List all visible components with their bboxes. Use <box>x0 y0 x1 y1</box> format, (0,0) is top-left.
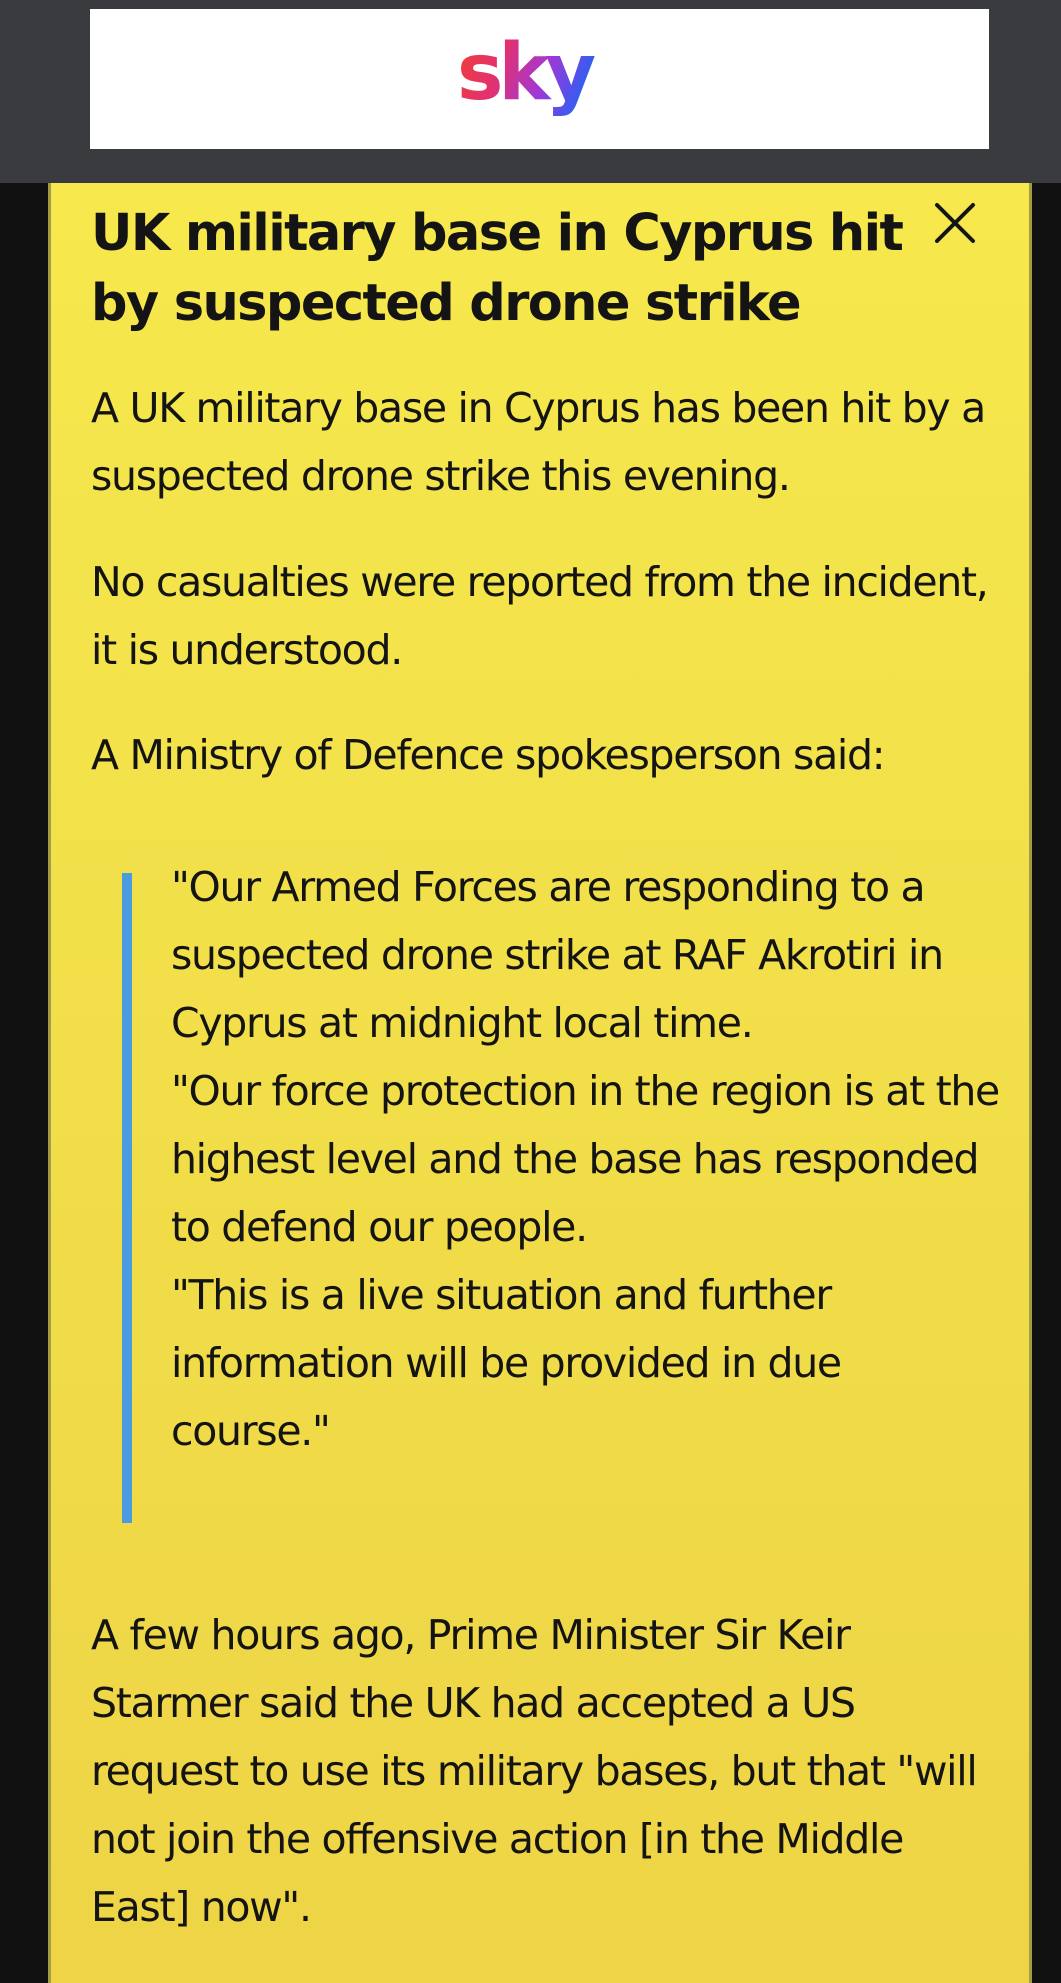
right-gutter <box>1032 183 1061 1983</box>
article-paragraph-3: A Ministry of Defence spokesperson said: <box>91 731 885 779</box>
sky-logo-text: sky <box>456 33 591 118</box>
close-icon <box>929 197 981 249</box>
breaking-news-card <box>48 183 1032 1983</box>
article-paragraph-1: A UK military base in Cyprus has been hit by a suspected drone strike this evening. <box>91 384 985 500</box>
sky-logo-banner[interactable] <box>90 9 989 149</box>
top-header <box>0 0 1061 183</box>
quote-line-1: "Our Armed Forces are responding to a suspected drone strike at RAF Akrotiri in Cyprus at midnight local time. <box>171 863 943 1047</box>
article-paragraph-4: A few hours ago, Prime Minister Sir Keir Starmer said the UK had accepted a US request to use its military bases, but that "will not join the offensive action [in the Middle East] now". <box>91 1611 977 1931</box>
article-headline: UK military base in Cyprus hit by suspected drone strike <box>91 204 903 333</box>
quote-line-2: "Our force protection in the region is at the highest level and the base has responded to defend our people. <box>171 1067 999 1251</box>
left-gutter <box>0 183 48 1983</box>
close-button[interactable] <box>929 197 981 249</box>
quote-line-3: "This is a live situation and further information will be provided in due course." <box>171 1271 841 1455</box>
article-paragraph-2: No casualties were reported from the incident, it is understood. <box>91 558 988 674</box>
blockquote-bar <box>122 873 132 1523</box>
blockquote <box>171 853 1001 1465</box>
sky-logo <box>455 33 625 125</box>
